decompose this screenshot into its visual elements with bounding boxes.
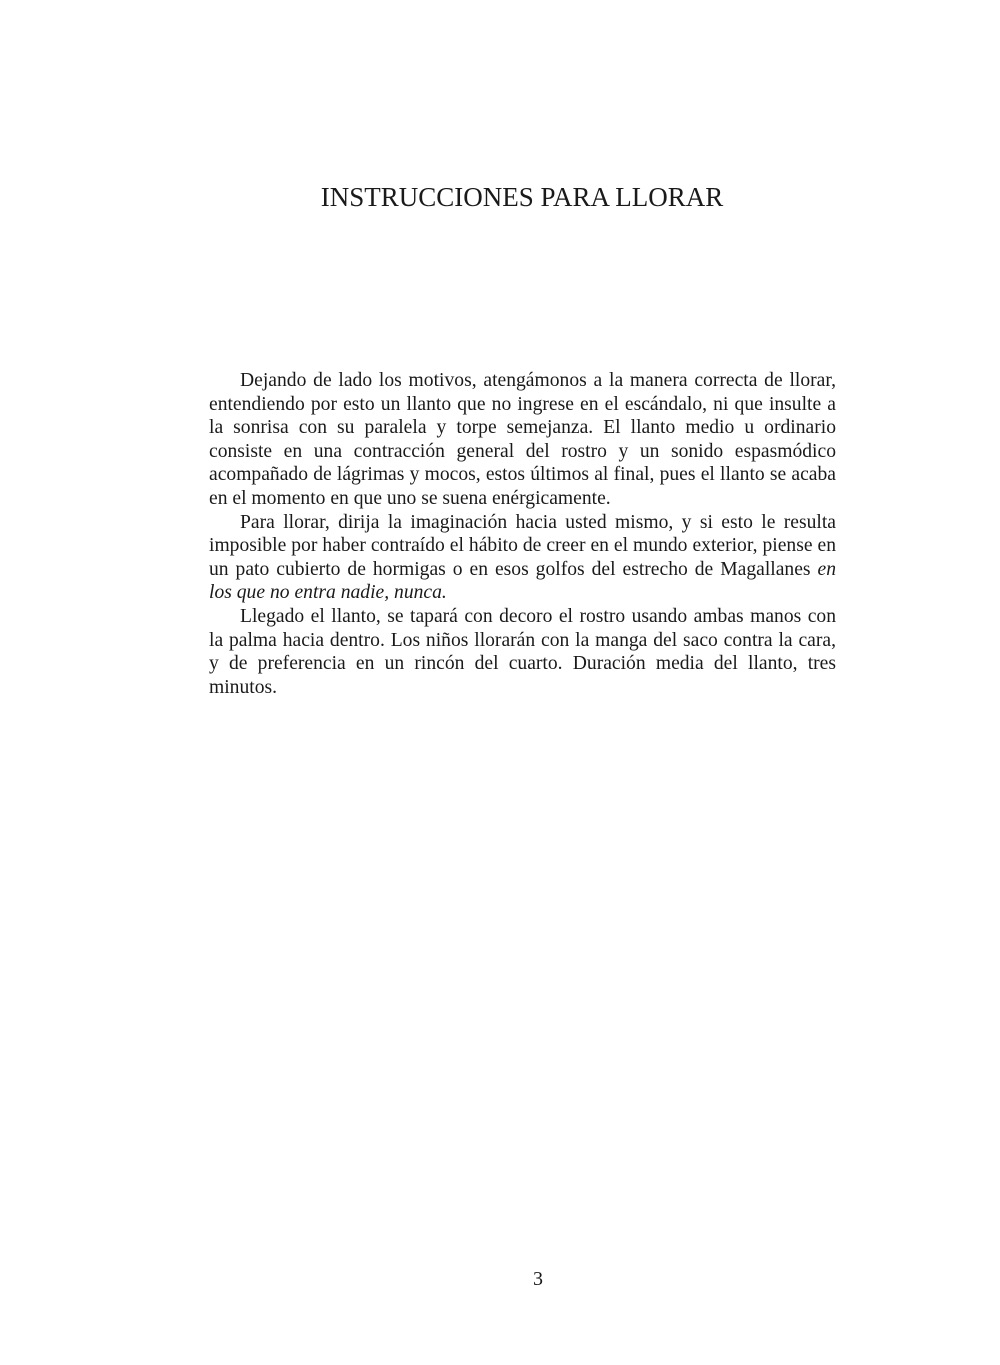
paragraph-1-text: Dejando de lado los motivos, atengámonos a la manera correcta de llorar, entendiendo por esto un llanto que no ingrese en el escándalo, ni que insulte a la sonrisa con su paralela y torpe semejanza. El llanto medio u ordinario consiste en una contracción general del rostro y un sonido espasmódico acompañado de lágrimas y mocos, estos últimos al final, pues el llanto se acaba en el momento en que uno se suena enérgicamente. <box>209 370 836 509</box>
paragraph-3 <box>209 605 836 699</box>
paragraph-1 <box>209 369 836 511</box>
paragraph-2 <box>209 511 836 605</box>
page-title: INSTRUCCIONES PARA LLORAR <box>320 182 724 212</box>
page-number: 3 <box>533 1268 543 1290</box>
paragraph-2-italic: en los que no entra nadie, nunca. <box>209 558 836 604</box>
paragraph-2-text: Para llorar, dirija la imaginación hacia usted mismo, y si esto le resulta imposible por haber contraído el hábito de creer en el mundo exterior, piense en un pato cubierto de hormigas o en esos golfos del estrecho de Magallanes <box>209 511 836 580</box>
body-text <box>209 369 836 699</box>
paragraph-3-text: Llegado el llanto, se tapará con decoro el rostro usando ambas manos con la palma hacia dentro. Los niños llorarán con la manga del saco contra la cara, y de preferencia en un rincón del cuarto. Duración media del llanto, tres minutos. <box>209 605 836 698</box>
